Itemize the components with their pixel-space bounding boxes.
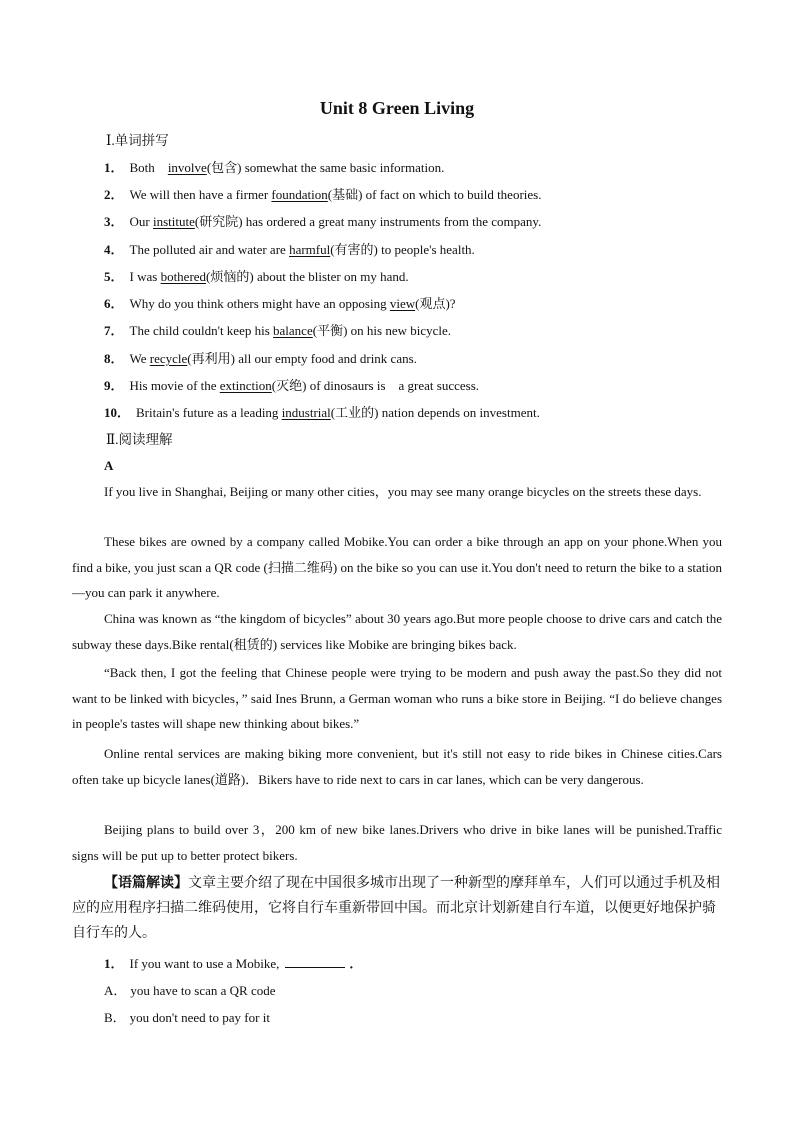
answer-word: foundation <box>271 187 328 202</box>
passage-paragraph-6: Beijing plans to build over 3，200 km of new bike lanes.Drivers who drive in bike lanes will be punished.Traffic signs will be put up to better protect bikers. <box>72 822 722 863</box>
item-text: (再利用) all our empty food and drink cans. <box>187 351 417 366</box>
answer-word: harmful <box>289 242 331 257</box>
passage-paragraph-5: Online rental services are making biking more convenient, but it's still not easy to ride bikes in Chinese cities.Cars often take up bicycle lanes(道路)．Bikers have to ride next to cars in car lanes, which can be very dangerous. <box>72 746 722 787</box>
passage-label: A <box>104 458 114 473</box>
vocab-item-1 <box>104 160 444 176</box>
option-label: B． <box>104 1010 126 1025</box>
item-text: The polluted air and water are <box>129 242 290 257</box>
vocab-item-7 <box>104 323 451 339</box>
item-text: (包含) somewhat the same basic information. <box>206 160 445 175</box>
option-text: you don't need to pay for it <box>129 1010 270 1025</box>
answer-word: view <box>389 296 416 311</box>
answer-word: recycle <box>149 351 188 366</box>
answer-blank <box>285 955 345 968</box>
vocab-item-9 <box>104 378 479 394</box>
item-number: 6． <box>104 296 124 311</box>
vocab-item-6 <box>104 296 456 312</box>
vocab-item-2 <box>104 187 541 203</box>
item-number: 10． <box>104 405 131 420</box>
answer-word: extinction <box>219 378 272 393</box>
item-number: 3． <box>104 214 124 229</box>
answer-word: balance <box>273 323 313 338</box>
option-b <box>104 1010 270 1026</box>
vocab-item-5 <box>104 269 409 285</box>
option-label: A． <box>104 983 127 998</box>
item-text: (研究院) has ordered a great many instruments from the company. <box>194 214 542 229</box>
item-text: (平衡) on his new bicycle. <box>312 323 452 338</box>
vocab-item-8 <box>104 351 417 367</box>
passage-paragraph-2: These bikes are owned by a company called Mobike.You can order a bike through an app on your phone.When you find a bike, you just scan a QR code (扫描二维码) on the bike so you can use it.You don't need to return the bike to a station—you can park it anywhere. <box>72 534 722 601</box>
item-text: (有害的) to people's health. <box>330 242 475 257</box>
page-title: Unit 8 Green Living <box>319 98 475 118</box>
item-text: I was <box>129 269 161 284</box>
question-stem: If you want to use a Mobike, <box>129 956 280 971</box>
question-1 <box>104 955 368 972</box>
interpretation-label: 【语篇解读】 <box>104 875 188 891</box>
item-number: 9． <box>104 378 124 393</box>
vocab-item-3 <box>104 214 541 230</box>
item-text: (烦恼的) about the blister on my hand. <box>206 269 409 284</box>
item-text: Why do you think others might have an opposing <box>129 296 390 311</box>
answer-word: involve <box>167 160 207 175</box>
item-number: 5． <box>104 269 124 284</box>
item-text: (基础) of fact on which to build theories. <box>327 187 542 202</box>
option-a <box>104 983 276 999</box>
item-text: The child couldn't keep his <box>129 323 274 338</box>
interpretation-text: 文章主要介绍了现在中国很多城市出现了一种新型的摩拜单车，人们可以通过手机及相应的应用程序扫描二维码使用，它将自行车重新带回中国。而北京计划新建自行车道，以便更好地保护骑自行车的人。 <box>72 875 720 941</box>
section-heading-spelling: Ⅰ.单词拼写 <box>106 133 169 148</box>
passage-paragraph-3: China was known as “the kingdom of bicycles” about 30 years ago.But more people choose to drive cars and catch the subway these days.Bike rental(租赁的) services like Mobike are bringing bikes back. <box>72 611 722 652</box>
item-text: We will then have a firmer <box>129 187 272 202</box>
passage-paragraph-4: “Back then, I got the feeling that Chinese people were trying to be modern and push away the past.So they did not want to be linked with bicycles，” said Ines Brunn, a German woman who runs a bike store in Beijing. “I do believe changes in people's tastes will shape new thinking about bikes.” <box>72 665 722 732</box>
answer-word: bothered <box>160 269 207 284</box>
item-number: 2． <box>104 187 124 202</box>
item-text: (观点)? <box>415 296 456 311</box>
passage-paragraph-1: If you live in Shanghai, Beijing or many other cities，you may see many orange bicycles on the streets these days. <box>104 484 702 499</box>
question-end: ． <box>349 956 363 971</box>
passage-interpretation <box>72 871 722 946</box>
item-number: 7． <box>104 323 124 338</box>
answer-word: institute <box>152 214 195 229</box>
option-text: you have to scan a QR code <box>130 983 276 998</box>
item-text: Britain's future as a leading <box>136 405 282 420</box>
item-text: Our <box>129 214 153 229</box>
item-text: We <box>129 351 150 366</box>
item-text: Both <box>129 160 168 175</box>
item-text: His movie of the <box>129 378 220 393</box>
answer-word: industrial <box>281 405 331 420</box>
item-text: (工业的) nation depends on investment. <box>330 405 540 420</box>
section-heading-reading: Ⅱ.阅读理解 <box>106 432 173 447</box>
vocab-item-4 <box>104 242 475 258</box>
item-number: 8． <box>104 351 124 366</box>
item-number: 1． <box>104 160 124 175</box>
vocab-item-10 <box>104 405 540 421</box>
question-number: 1． <box>104 956 124 971</box>
item-number: 4． <box>104 242 124 257</box>
item-text: (灭绝) of dinosaurs is a great success. <box>271 378 480 393</box>
